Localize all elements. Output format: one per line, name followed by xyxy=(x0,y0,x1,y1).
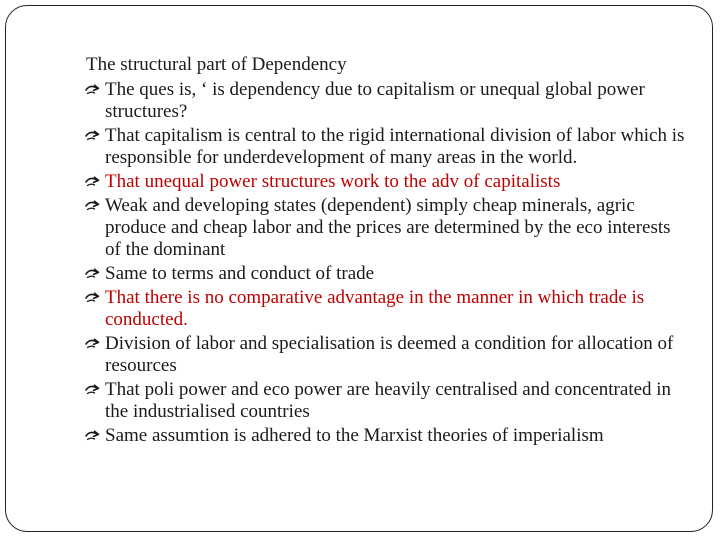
arrow-bullet-icon xyxy=(84,174,102,190)
bullet-text: Same assumtion is adhered to the Marxist theories of imperialism xyxy=(105,425,604,446)
bullet-item xyxy=(84,79,686,123)
bullet-text: That capitalism is central to the rigid international division of labor which is responsible for underdevelopment of many areas in the world. xyxy=(105,125,685,168)
bullet-text: Weak and developing states (dependent) simply cheap minerals, agric produce and cheap labor and the prices are determined by the eco interests of the dominant xyxy=(105,195,671,260)
arrow-bullet-icon xyxy=(84,382,102,398)
bullet-list xyxy=(86,79,686,447)
bullet-text: The ques is, ‘ is dependency due to capitalism or unequal global power structures? xyxy=(105,79,645,122)
bullet-item xyxy=(84,125,686,169)
arrow-bullet-icon xyxy=(84,428,102,444)
slide-frame xyxy=(5,5,713,532)
bullet-text: That unequal power structures work to the adv of capitalists xyxy=(105,171,561,192)
bullet-text: Same to terms and conduct of trade xyxy=(105,263,375,284)
slide-content xyxy=(86,54,686,449)
arrow-bullet-icon xyxy=(84,128,102,144)
arrow-bullet-icon xyxy=(84,266,102,282)
bullet-item xyxy=(84,263,686,285)
bullet-text: That there is no comparative advantage in the manner in which trade is conducted. xyxy=(105,287,645,330)
bullet-item xyxy=(84,379,686,423)
arrow-bullet-icon xyxy=(84,336,102,352)
slide-heading: The structural part of Dependency xyxy=(86,54,347,75)
bullet-text: Division of labor and specialisation is deemed a condition for allocation of resources xyxy=(105,333,674,376)
bullet-item xyxy=(84,425,686,447)
bullet-item xyxy=(84,171,686,193)
bullet-item xyxy=(84,287,686,331)
bullet-item xyxy=(84,333,686,377)
arrow-bullet-icon xyxy=(84,290,102,306)
arrow-bullet-icon xyxy=(84,198,102,214)
bullet-text: That poli power and eco power are heavily centralised and concentrated in the industrialised countries xyxy=(105,379,672,422)
arrow-bullet-icon xyxy=(84,82,102,98)
bullet-item xyxy=(84,195,686,261)
